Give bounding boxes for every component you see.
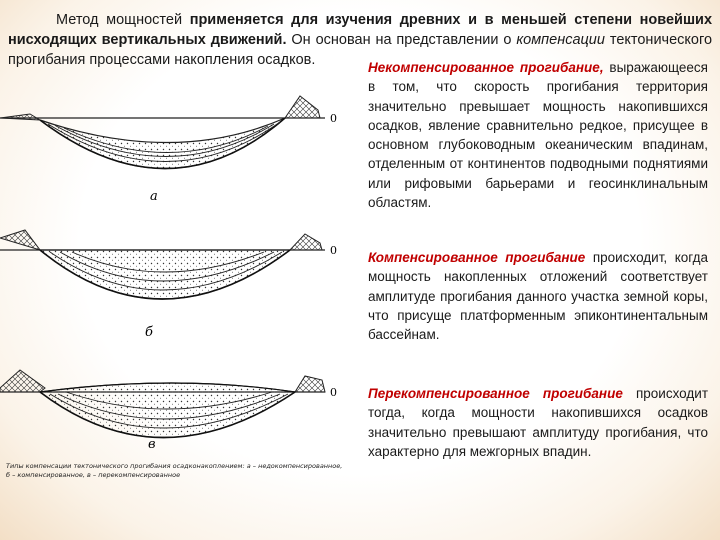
term-undercompensated: Некомпенсированное прогибание,	[368, 60, 604, 75]
relief-left-a	[0, 114, 40, 120]
diagram-b	[0, 230, 337, 340]
term-compensated: Компенсированное прогибание	[368, 250, 586, 265]
paragraph-text: происходит, когда мощность накопленных отложений соответствует амплитуде прогибания данного участка земной коры, что присуще платформенным эпиконтинентальным бассейнам.	[368, 250, 708, 343]
diagram-label-c: в	[148, 437, 156, 452]
figure-caption: Типы компенсации тектонического прогибания осадконакоплением: а – недокомпенсированное, б – компенсированное, в – перекомпенсированное	[6, 462, 343, 479]
paragraph-overcompensated	[368, 384, 708, 461]
paragraph-undercompensated	[368, 58, 708, 212]
sediment-fill-c	[40, 383, 295, 438]
relief-left-c	[0, 370, 45, 392]
subsidence-figure	[0, 88, 360, 488]
subsidence-diagrams	[0, 88, 360, 488]
term-overcompensated: Перекомпенсированное прогибание	[368, 386, 623, 401]
diagram-a	[0, 96, 337, 204]
relief-left-b	[0, 230, 40, 250]
paragraph-text: выражающееся в том, что скорость прогибания территория значительно превышает мощность накопившихся осадков, явление сравнительно редкое, присущее в основном глубоководным океаническим впадинам, отделенным от континентов подводными поднятиями или рифовыми барьерами и геосинклинальным областям.	[368, 60, 708, 211]
level-label-c: 0	[330, 386, 337, 399]
paragraph-text: происходит тогда, когда мощности накопившихся осадков значительно превышают амплитуду прогибания, что характерно для межгорных впадин.	[368, 386, 708, 459]
level-label-b: 0	[330, 244, 337, 257]
intro-text-end: тектонического прогибания процессами накопления осадков.	[8, 32, 713, 68]
relief-right-b	[290, 234, 322, 250]
relief-right-a	[285, 96, 320, 118]
intro-italic-term: компенсации	[516, 32, 605, 48]
intro-bold-text: применяется для изучения древних и в меньшей степени новейших нисходящих вертикальных движений.	[8, 12, 713, 48]
paragraph-compensated	[368, 248, 708, 344]
diagram-label-b: б	[145, 325, 153, 340]
relief-right-c	[295, 376, 325, 392]
diagram-c	[0, 370, 337, 452]
level-label-a: 0	[330, 112, 337, 125]
intro-text: Он основан на представлении о	[291, 32, 512, 48]
diagram-label-a: а	[150, 189, 158, 204]
intro-term: Метод мощностей	[56, 12, 183, 28]
